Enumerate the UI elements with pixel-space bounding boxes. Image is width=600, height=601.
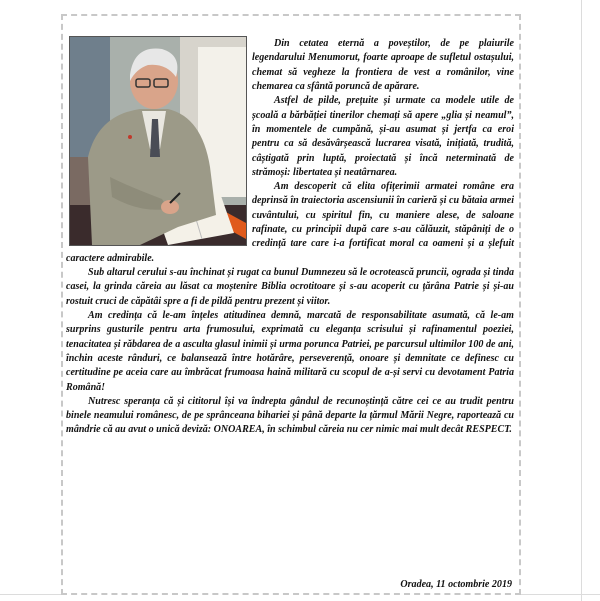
paragraph-5: Am credința că le-am înțeles atitudinea demnă, marcată de responsabilitate asumată, că le-am surprins gusturile pentru arta frumosului, exprimată cu eleganța scrisului și rafinamentul poeziei, tenacitatea și răbdarea de a asculta glasul inimii și urma porunca Patriei, pe parcursul ultimilor 100 de ani, închin aceste rânduri, ce balansează între hotărâre, perseverență, onoare și demnitate ce definesc cu certitudine pe aceia care au îmbrăcat frumoasa haină militară cu scopul de a-și servi cu devotament Patria Română! (66, 309, 514, 393)
paragraph-3: Am descoperit că elita ofițerimii armatei române era deprinsă în traiectoria ascensiunii în carieră și cu bătaia armei cuvântului, cu spiritul fin, cu maniere alese, de saloane rafinate, cu principii după care s-au călăuzit, stăpâniți de o credință tare care i-a fortificat moral ca oameni și a șlefuit caractere admirabile. (66, 181, 514, 264)
paragraph-2: Astfel de pilde, prețuite și urmate ca modele utile de școală a bărbăției tinerilor chemați să apere „glia și neamul”, în momentele de cumpănă, și-au asumat și jertfa ca eroi pentru ca să desăvârșească lucrarea visată, inițiată, trudită, câștigată prin luptă, proiectată și încă neterminată de strămoși: libertatea și neatârnarea. (252, 95, 514, 178)
paragraph-1: Din cetatea eternă a poveștilor, de pe plaiurile legendarului Menumorut, foarte aproape de sufletul ostașului, chemat să vegheze la frontiera de vest a românilor, vine chemarea ca sfântă poruncă de apărare. (252, 38, 514, 92)
photo-spacer (66, 37, 252, 249)
paragraph-6: Nutresc speranța că și cititorul își va îndrepta gândul de recunoștință către cei ce au trudit pentru binele neamului românesc, de pe sprânceana bihariei și până departe la țărmul Mării Negre, raportează cu mândrie că au avut o unică deviză: ONOAREA, în schimbul căreia nu cer nimic mai mult decât RESPECT. (66, 395, 514, 436)
paragraph-4: Sub altarul cerului s-au închinat și rugat ca bunul Dumnezeu să le ocrotească pruncii, ograda și tinda casei, la grinda căreia au lăsat ca moștenire Biblia ocrotitoare și s-au acoperit cu țărâna Patrie și și-au rostuit cruci de căpătâi spre a fi de pildă pentru prezent și viitor. (66, 267, 514, 307)
place-date-signature: Oradea, 11 octombrie 2019 (400, 579, 512, 590)
article-body (66, 37, 514, 438)
viewer-vertical-rule (581, 0, 582, 601)
